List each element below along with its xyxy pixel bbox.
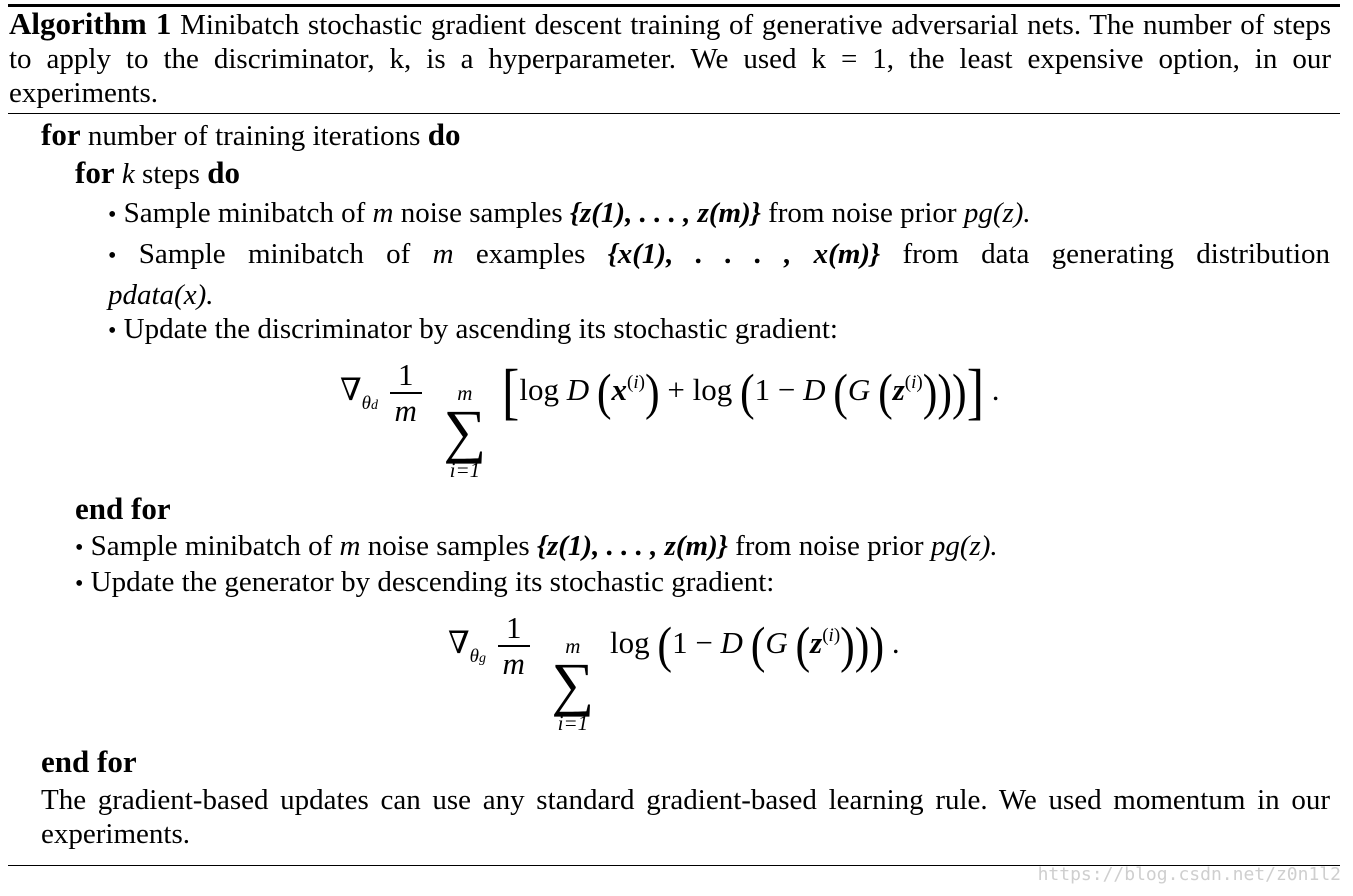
keyword-for: for bbox=[41, 117, 81, 152]
keyword-for: for bbox=[75, 155, 115, 190]
algorithm-title: Algorithm 1 bbox=[9, 6, 172, 41]
watermark: https://blog.csdn.net/z0n1l2 bbox=[1037, 864, 1341, 885]
inner-loop-line bbox=[75, 155, 240, 192]
gen-noise-set: {z(1), . . . , z(m)} bbox=[536, 530, 728, 562]
keyword-do: do bbox=[427, 117, 461, 152]
outer-loop-line bbox=[41, 117, 460, 154]
discriminator-equation bbox=[340, 356, 1000, 483]
bullet-icon: • bbox=[108, 243, 117, 269]
outer-end-for bbox=[41, 744, 137, 781]
bullet-icon: • bbox=[75, 571, 84, 597]
algorithm-caption bbox=[9, 7, 1331, 110]
data-sample-line bbox=[108, 236, 1330, 274]
data-sample-suffix: from data generating distribution bbox=[902, 238, 1331, 270]
gen-noise-m: m bbox=[339, 530, 361, 562]
keyword-end-for: end for bbox=[41, 744, 137, 779]
data-sample-mid: examples bbox=[475, 238, 586, 270]
gen-noise-line bbox=[75, 528, 998, 566]
gen-noise-prefix: Sample minibatch of bbox=[90, 530, 333, 562]
data-sample-prefix: Sample minibatch of bbox=[138, 238, 411, 270]
bullet-icon: • bbox=[75, 535, 84, 561]
gen-noise-suffix: from noise prior bbox=[735, 530, 924, 562]
noise-sample-set: {z(1), . . . , z(m)} bbox=[569, 197, 761, 229]
data-sample-set: {x(1), . . . , x(m)} bbox=[607, 238, 881, 270]
noise-sample-mid: noise samples bbox=[400, 197, 563, 229]
keyword-do: do bbox=[207, 155, 240, 190]
data-dist-line bbox=[108, 277, 214, 313]
equation-display: $\nabla_{\theta d}$ $\frac{1}{m}$ m ∑ i=1 [log D $(x^{(i)}) + \log (1 - D$ (G $(z^{(i)})$))] . bbox=[340, 356, 1000, 483]
gen-noise-prior: pg(z). bbox=[930, 530, 998, 562]
disc-update-line bbox=[108, 311, 838, 349]
noise-sample-m: m bbox=[372, 197, 394, 229]
bullet-icon: • bbox=[108, 318, 117, 344]
gen-noise-mid: noise samples bbox=[367, 530, 530, 562]
equation-display: $\nabla_{\theta g}$ $\frac{1}{m}$ m ∑ i=1 log (1 − D (G $(z^{(i)})$)) . bbox=[448, 609, 900, 736]
caption-rule bbox=[8, 113, 1340, 114]
noise-sample-suffix: from noise prior bbox=[768, 197, 957, 229]
data-distribution: pdata(x). bbox=[108, 279, 214, 311]
disc-update-text: Update the discriminator by ascending its stochastic gradient: bbox=[123, 313, 838, 345]
inner-end-for bbox=[75, 491, 171, 528]
gen-update-line bbox=[75, 564, 774, 602]
outer-loop-text: number of training iterations bbox=[87, 120, 421, 152]
keyword-end-for: end for bbox=[75, 491, 171, 526]
algorithm-caption-text: Minibatch stochastic gradient descent training of generative adversarial nets. The number of steps to apply to the discriminator, k, is a hyperparameter. We used k = 1, the least expensive option, in our experiments. bbox=[9, 9, 1332, 109]
closing-note: The gradient-based updates can use any standard gradient-based learning rule. We used momentum in our experiments. bbox=[41, 784, 1330, 850]
bullet-icon: • bbox=[108, 202, 117, 228]
noise-sample-line bbox=[108, 195, 1031, 233]
inner-loop-text: steps bbox=[141, 158, 200, 190]
inner-loop-var: k bbox=[121, 158, 135, 190]
noise-sample-prefix: Sample minibatch of bbox=[123, 197, 366, 229]
gen-update-text: Update the generator by descending its stochastic gradient: bbox=[90, 566, 775, 598]
generator-equation bbox=[448, 609, 900, 736]
noise-prior: pg(z). bbox=[963, 197, 1031, 229]
data-sample-m: m bbox=[432, 238, 454, 270]
